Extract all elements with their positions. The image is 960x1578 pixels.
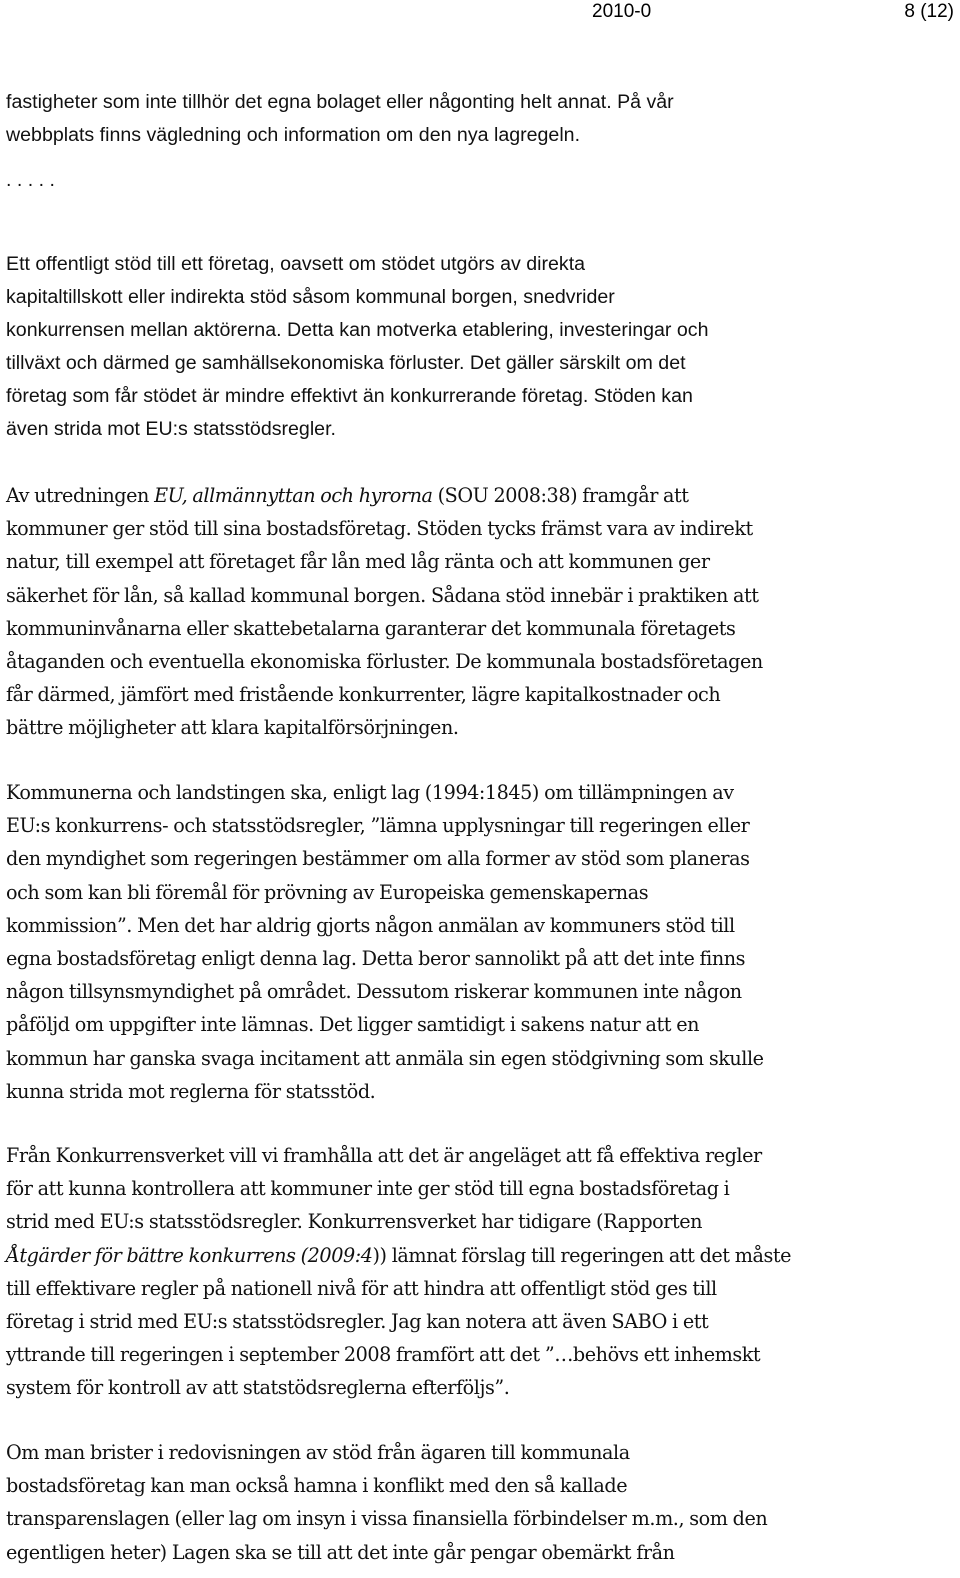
text-run: (SOU 2008:38) framgår att [432,484,689,507]
text-line: Kommunerna och landstingen ska, enligt lag (1994:1845) om tillämpningen av [6,781,734,804]
text-line: konkurrensen mellan aktörerna. Detta kan motverka etablering, investeringar och [6,319,709,341]
report-title-italic: Åtgärder för bättre konkurrens (2009:4 [6,1243,373,1267]
text-line: den myndighet som regeringen bestämmer om alla former av stöd som planeras [6,847,750,871]
text-line: Ett offentligt stöd till ett företag, oavsett om stödet utgörs av direkta [6,253,586,275]
page-header [0,0,960,30]
text-line: till effektivare regler på nationell nivå för att hindra att offentligt stöd ges till [6,1276,717,1300]
text-line: yttrande till regeringen i september 2008 framfört att det ”…behövs ett inhemskt [6,1343,761,1367]
text-line: kommun har ganska svaga incitament att anmäla sin egen stödgivning som skulle [6,1046,764,1070]
text-line: får därmed, jämfört med fristående konkurrenter, lägre kapitalkostnader och [6,683,721,707]
text-line: tillväxt och därmed ge samhällsekonomiska förluster. Det gäller särskilt om det [6,352,686,374]
text-line: kommission”. Men det har aldrig gjorts någon anmälan av kommuners stöd till [6,913,735,937]
paragraph-3 [6,479,956,745]
text-line: egna bostadsföretag enligt denna lag. Detta beror sannolikt på att det inte finns [6,947,746,971]
text-run: )) lämnat förslag till regeringen att det måste [372,1243,792,1267]
text-line: Om man brister i redovisningen av stöd från ägaren till kommunala [6,1441,630,1464]
text-line: åtaganden och eventuella ekonomiska förluster. De kommunala bostadsföretagen [6,650,763,674]
text-line: kommuninvånarna eller skattebetalarna garanterar det kommunala företagets [6,616,736,640]
text-line: företag som får stödet är mindre effektivt än konkurrerande företag. Stöden kan [6,385,693,407]
text-line: strid med EU:s statsstödsregler. Konkurrensverket har tidigare (Rapporten [6,1210,703,1234]
text-line: kunna strida mot reglerna för statsstöd. [6,1079,376,1103]
text-line: bättre möjligheter att klara kapitalförsörjningen. [6,716,459,740]
text-run: Av utredningen [6,484,155,507]
text-line: system för kontroll av att statstödsreglerna efterföljs”. [6,1376,510,1400]
text-line: egentligen heter) Lagen ska se till att det inte går pengar obemärkt från [6,1540,675,1564]
paragraph-2 [6,248,956,446]
text-line: och som kan bli föremål för prövning av Europeiska gemenskapernas [6,880,649,904]
text-line: för att kunna kontrollera att kommuner inte ger stöd till egna bostadsföretag i [6,1177,730,1201]
paragraph-4 [6,776,956,1108]
ellipsis-text: . . . . . [6,169,55,191]
header-page-number: 8 (12) [904,1,954,22]
text-line: transparenslagen (eller lag om insyn i vissa finansiella förbindelser m.m., som den [6,1507,768,1531]
text-line: natur, till exempel att företaget får lån med låg ränta och att kommunen ger [6,550,710,574]
paragraph-1 [6,86,956,152]
text-line: kapitaltillskott eller indirekta stöd såsom kommunal borgen, snedvrider [6,286,615,308]
text-line: fastigheter som inte tillhör det egna bolaget eller någonting helt annat. På vår [6,91,674,113]
paragraph-5 [6,1139,956,1405]
text-line: bostadsföretag kan man också hamna i konflikt med den så kallade [6,1474,628,1498]
text-line: säkerhet för lån, så kallad kommunal borgen. Sådana stöd innebär i praktiken att [6,583,759,607]
text-line: Från Konkurrensverket vill vi framhålla att det är angeläget att få effektiva regler [6,1144,762,1167]
text-line: webbplats finns vägledning och information om den nya lagregeln. [6,124,581,146]
text-line [6,1239,956,1272]
ellipsis-separator [6,164,956,197]
header-date: 2010-0 [592,1,652,22]
text-line [6,479,956,512]
text-line: företag i strid med EU:s statsstödsregler. Jag kan notera att även SABO i ett [6,1310,709,1334]
paragraph-6 [6,1436,956,1569]
text-line: någon tillsynsmyndighet på området. Dessutom riskerar kommunen inte någon [6,980,742,1004]
report-title-italic: EU, allmännyttan och hyrorna [154,484,433,507]
text-line: även strida mot EU:s statsstödsregler. [6,418,336,440]
text-line: EU:s konkurrens- och statsstödsregler, ”lämna upplysningar till regeringen eller [6,814,750,838]
text-line: påföljd om uppgifter inte lämnas. Det ligger samtidigt i sakens natur att en [6,1013,700,1037]
text-line: kommuner ger stöd till sina bostadsföretag. Stöden tycks främst vara av indirekt [6,517,753,541]
